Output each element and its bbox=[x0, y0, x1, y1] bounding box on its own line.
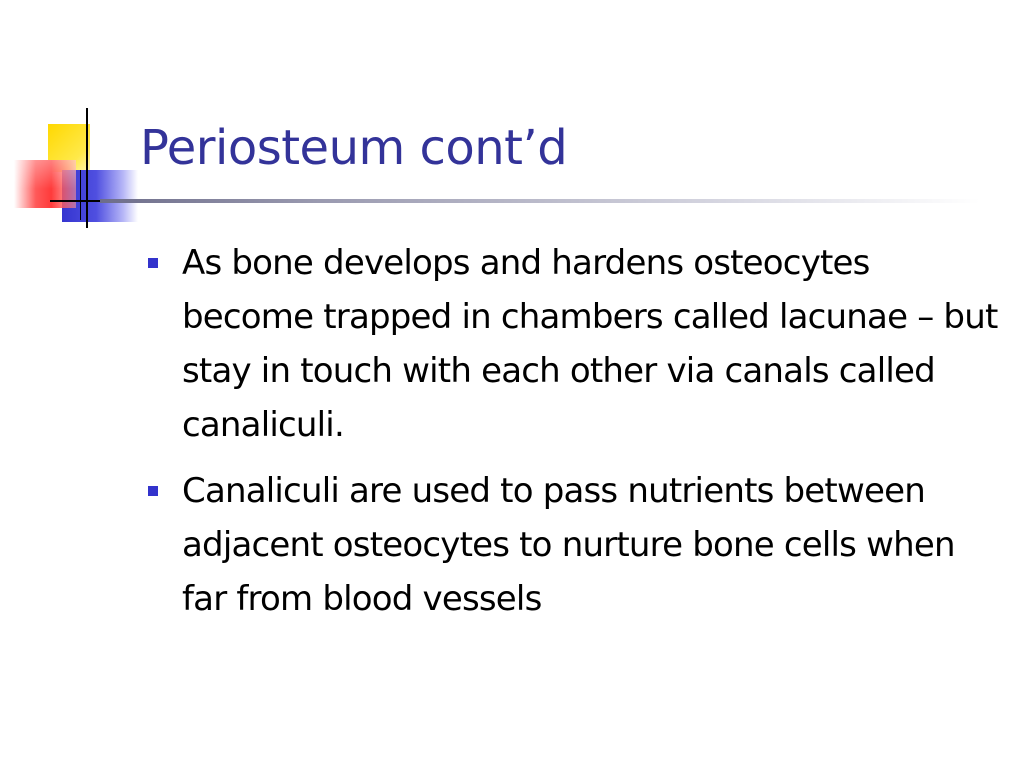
square-bullet-icon bbox=[148, 486, 158, 496]
vertical-line bbox=[86, 108, 88, 228]
title-underline bbox=[100, 199, 980, 203]
bullet-list bbox=[140, 236, 1000, 638]
bullet-item bbox=[140, 236, 1000, 452]
bullet-item bbox=[140, 464, 1000, 626]
bullet-text: Canaliculi are used to pass nutrients between adjacent osteocytes to nurture bone cells when far from blood vessels bbox=[182, 471, 955, 619]
square-bullet-icon bbox=[148, 258, 158, 268]
bullet-text: As bone develops and hardens osteocytes become trapped in chambers called lacunae – but stay in touch with each other via canals called canaliculi. bbox=[182, 243, 998, 445]
overlapping-squares-logo bbox=[0, 0, 150, 240]
vertical-line-secondary bbox=[80, 170, 81, 220]
slide-title: Periosteum cont’d bbox=[140, 120, 568, 176]
